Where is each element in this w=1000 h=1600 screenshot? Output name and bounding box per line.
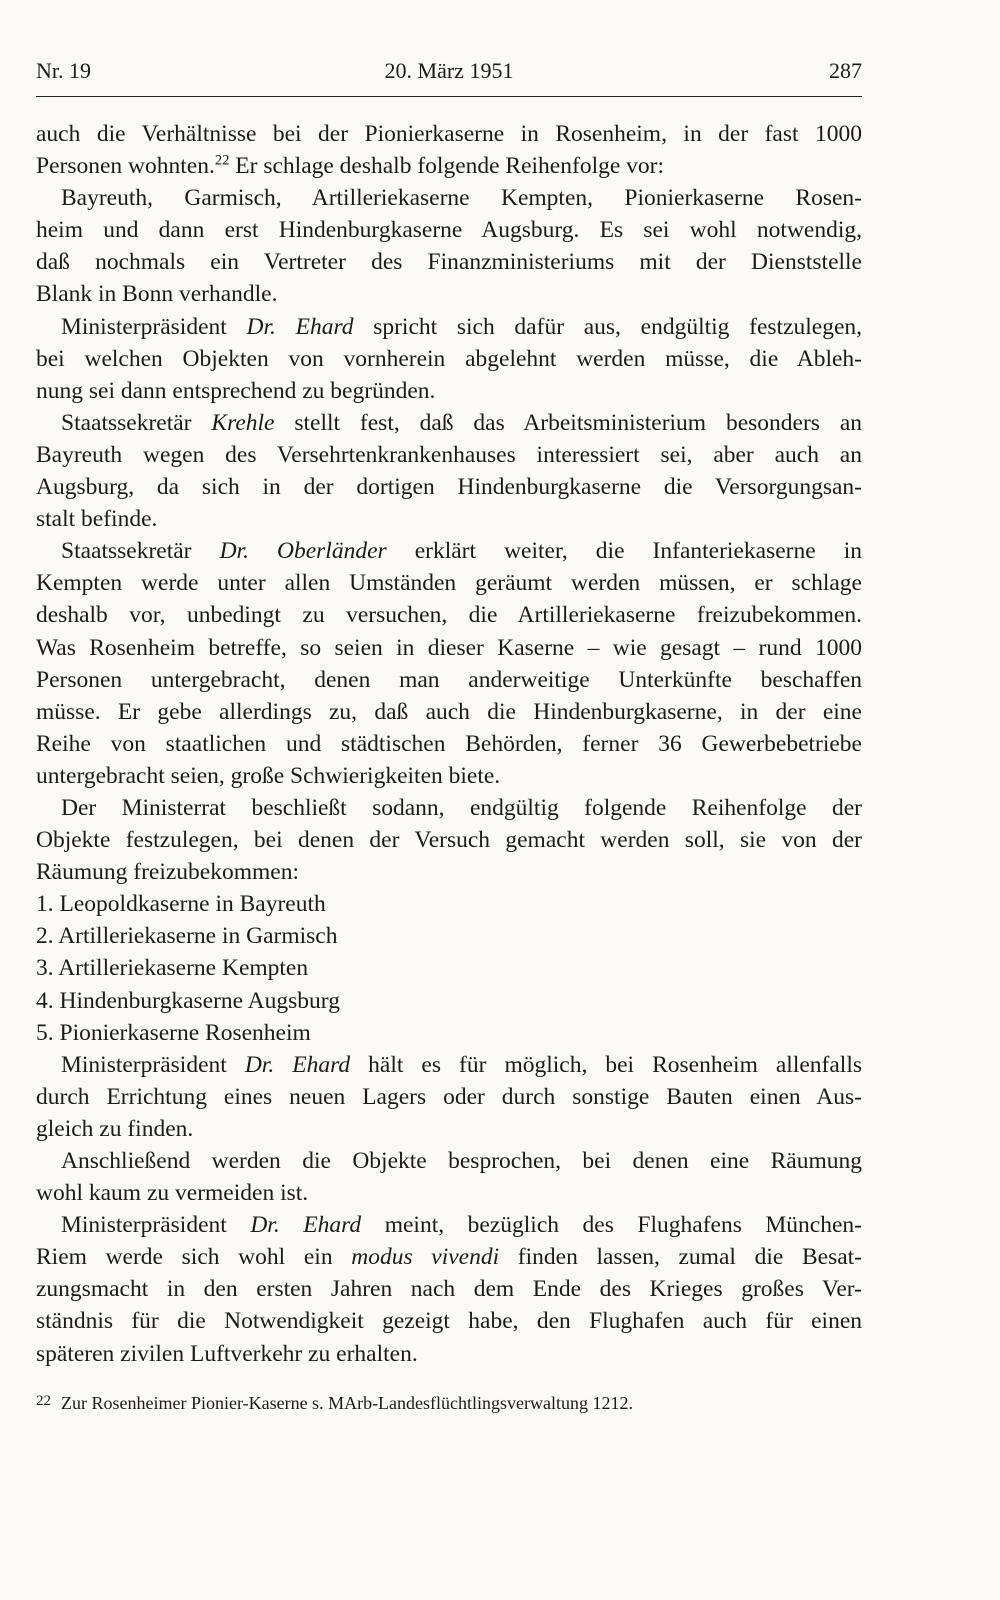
text-line [36,1177,862,1209]
line-text: 5. Pionierkaserne Rosenheim [36,1019,311,1046]
line-text: Riem werde sich wohl ein [36,1244,352,1271]
header-rule [36,96,862,97]
italic-text: Dr. Ehard [246,313,354,340]
text-line [36,407,862,439]
line-text: 1. Leopoldkaserne in Bayreuth [36,891,326,918]
line-text: Reihe von staatlichen und städtischen Behörden, ferner 36 Gewerbebetriebe [36,730,862,757]
line-text: Staatssekretär [61,409,212,436]
line-text: Er schlage deshalb folgende Reihenfolge vor: [229,153,665,180]
line-text: durch Errichtung eines neuen Lagers oder durch sonstige Bauten einen Aus- [36,1083,862,1110]
text-line [36,760,862,792]
line-text: Personen wohnten. [36,153,215,180]
line-text: zungsmacht in den ersten Jahren nach dem Ende des Krieges großes Ver- [36,1276,862,1303]
text-line [36,311,862,343]
line-text: bei welchen Objekten von vornherein abgelehnt werden müsse, die Ableh- [36,345,862,372]
line-text: Blank in Bonn verhandle. [36,281,278,308]
line-text: erklärt weiter, die Infanteriekaserne in [386,538,862,565]
italic-text: Dr. Ehard [250,1212,362,1239]
footnote-number: 22 [36,1393,51,1409]
line-text: Kempten werde unter allen Umständen geräumt werden müssen, er schlage [36,570,862,597]
line-text: daß nochmals ein Vertreter des Finanzministeriums mit der Dienststelle [36,249,862,276]
line-text: 4. Hindenburgkaserne Augsburg [36,987,340,1014]
line-text: gleich zu finden. [36,1115,194,1142]
text-line [36,664,862,696]
line-text: späteren zivilen Luftverkehr zu erhalten. [36,1340,418,1367]
text-line [36,696,862,728]
line-text: untergebracht seien, große Schwierigkeiten biete. [36,762,501,789]
text-line [36,471,862,503]
line-text: stalt befinde. [36,506,158,533]
text-line [36,439,862,471]
line-text: Anschließend werden die Objekte besprochen, bei denen eine Räumung [61,1148,862,1174]
text-line [36,888,862,920]
line-text: ständnis für die Notwendigkeit gezeigt habe, den Flughafen auch für einen [36,1308,862,1335]
text-line [36,920,862,952]
text-line [36,1241,862,1273]
line-text: Ministerpräsident [61,1212,251,1239]
line-text: deshalb vor, unbedingt zu versuchen, die Artilleriekaserne freizubekommen. [36,602,862,629]
page-number: 287 [829,58,862,83]
line-text: wohl kaum zu vermeiden ist. [36,1180,309,1207]
text-line [36,1305,862,1337]
text-line [36,985,862,1017]
line-text: 3. Artilleriekaserne Kempten [36,955,309,982]
line-text: auch die Verhältnisse bei der Pionierkaserne in Rosenheim, in der fast 1000 [36,121,862,147]
text-line [36,214,862,246]
text-line [36,150,862,182]
line-text: Ministerpräsident [61,313,247,340]
text-line [36,728,862,760]
line-text: Staatssekretär [61,538,220,565]
text-line [36,567,862,599]
italic-text: modus vivendi [351,1244,500,1271]
text-line [36,824,862,856]
line-text: hält es für möglich, bei Rosenheim allenfalls [350,1051,863,1078]
line-text: heim und dann erst Hindenburgkaserne Augsburg. Es sei wohl notwendig, [36,217,862,244]
text-line [36,1145,862,1177]
text-line [36,1017,862,1049]
text-line [36,792,862,824]
footnote [36,1388,862,1416]
text-line [36,1049,862,1081]
line-text: finden lassen, zumal die Besat- [499,1244,862,1271]
text-line [36,599,862,631]
line-text: Bayreuth wegen des Versehrtenkrankenhauses interessiert sei, aber auch an [36,441,862,468]
italic-text: Krehle [211,409,275,436]
line-text: Objekte festzulegen, bei denen der Versuch gemacht werden soll, sie von der [36,827,862,854]
text-line [36,1273,862,1305]
text-line [36,503,862,535]
footnote-reference: 22 [214,152,230,169]
line-text: Was Rosenheim betreffe, so seien in dieser Kaserne – wie gesagt – rund 1000 [36,634,862,661]
italic-text: Dr. Ehard [244,1051,351,1078]
issue-number: Nr. 19 [36,58,91,83]
text-line [36,952,862,984]
text-line [36,1338,862,1370]
text-line [36,118,862,150]
line-text: 2. Artilleriekaserne in Garmisch [36,923,338,950]
session-date: 20. März 1951 [384,58,514,83]
text-line [36,182,862,214]
text-line [36,535,862,567]
text-line [36,1081,862,1113]
line-text: stellt fest, daß das Arbeitsministerium besonders an [274,409,862,436]
text-line [36,343,862,375]
line-text: Der Ministerrat beschließt sodann, endgültig folgende Reihenfolge der [61,794,862,821]
line-text: Augsburg, da sich in der dortigen Hindenburgkaserne die Versorgungsan- [36,474,862,501]
text-line [36,856,862,888]
footnote-text: Zur Rosenheimer Pionier-Kaserne s. MArb-Landesflüchtlingsverwaltung 1212. [61,1393,634,1413]
running-header [36,58,862,90]
line-text: nung sei dann entsprechend zu begründen. [36,377,436,404]
line-text: Personen untergebracht, denen man anderweitige Unterkünfte beschaffen [36,666,862,693]
text-line [36,1209,862,1241]
line-text: spricht sich dafür aus, endgültig festzulegen, [353,313,863,340]
italic-text: Dr. Oberländer [219,538,387,565]
line-text: müsse. Er gebe allerdings zu, daß auch die Hindenburgkaserne, in der eine [36,698,862,725]
text-line [36,278,862,310]
body-text [36,118,862,1370]
line-text: Ministerpräsident [61,1051,245,1078]
text-line [36,1113,862,1145]
line-text: Bayreuth, Garmisch, Artilleriekaserne Kempten, Pionierkaserne Rosen- [61,185,862,212]
line-text: meint, bezüglich des Flughafens München- [361,1212,862,1239]
text-line [36,632,862,664]
line-text: Räumung freizubekommen: [36,859,299,886]
text-line [36,375,862,407]
text-line [36,246,862,278]
